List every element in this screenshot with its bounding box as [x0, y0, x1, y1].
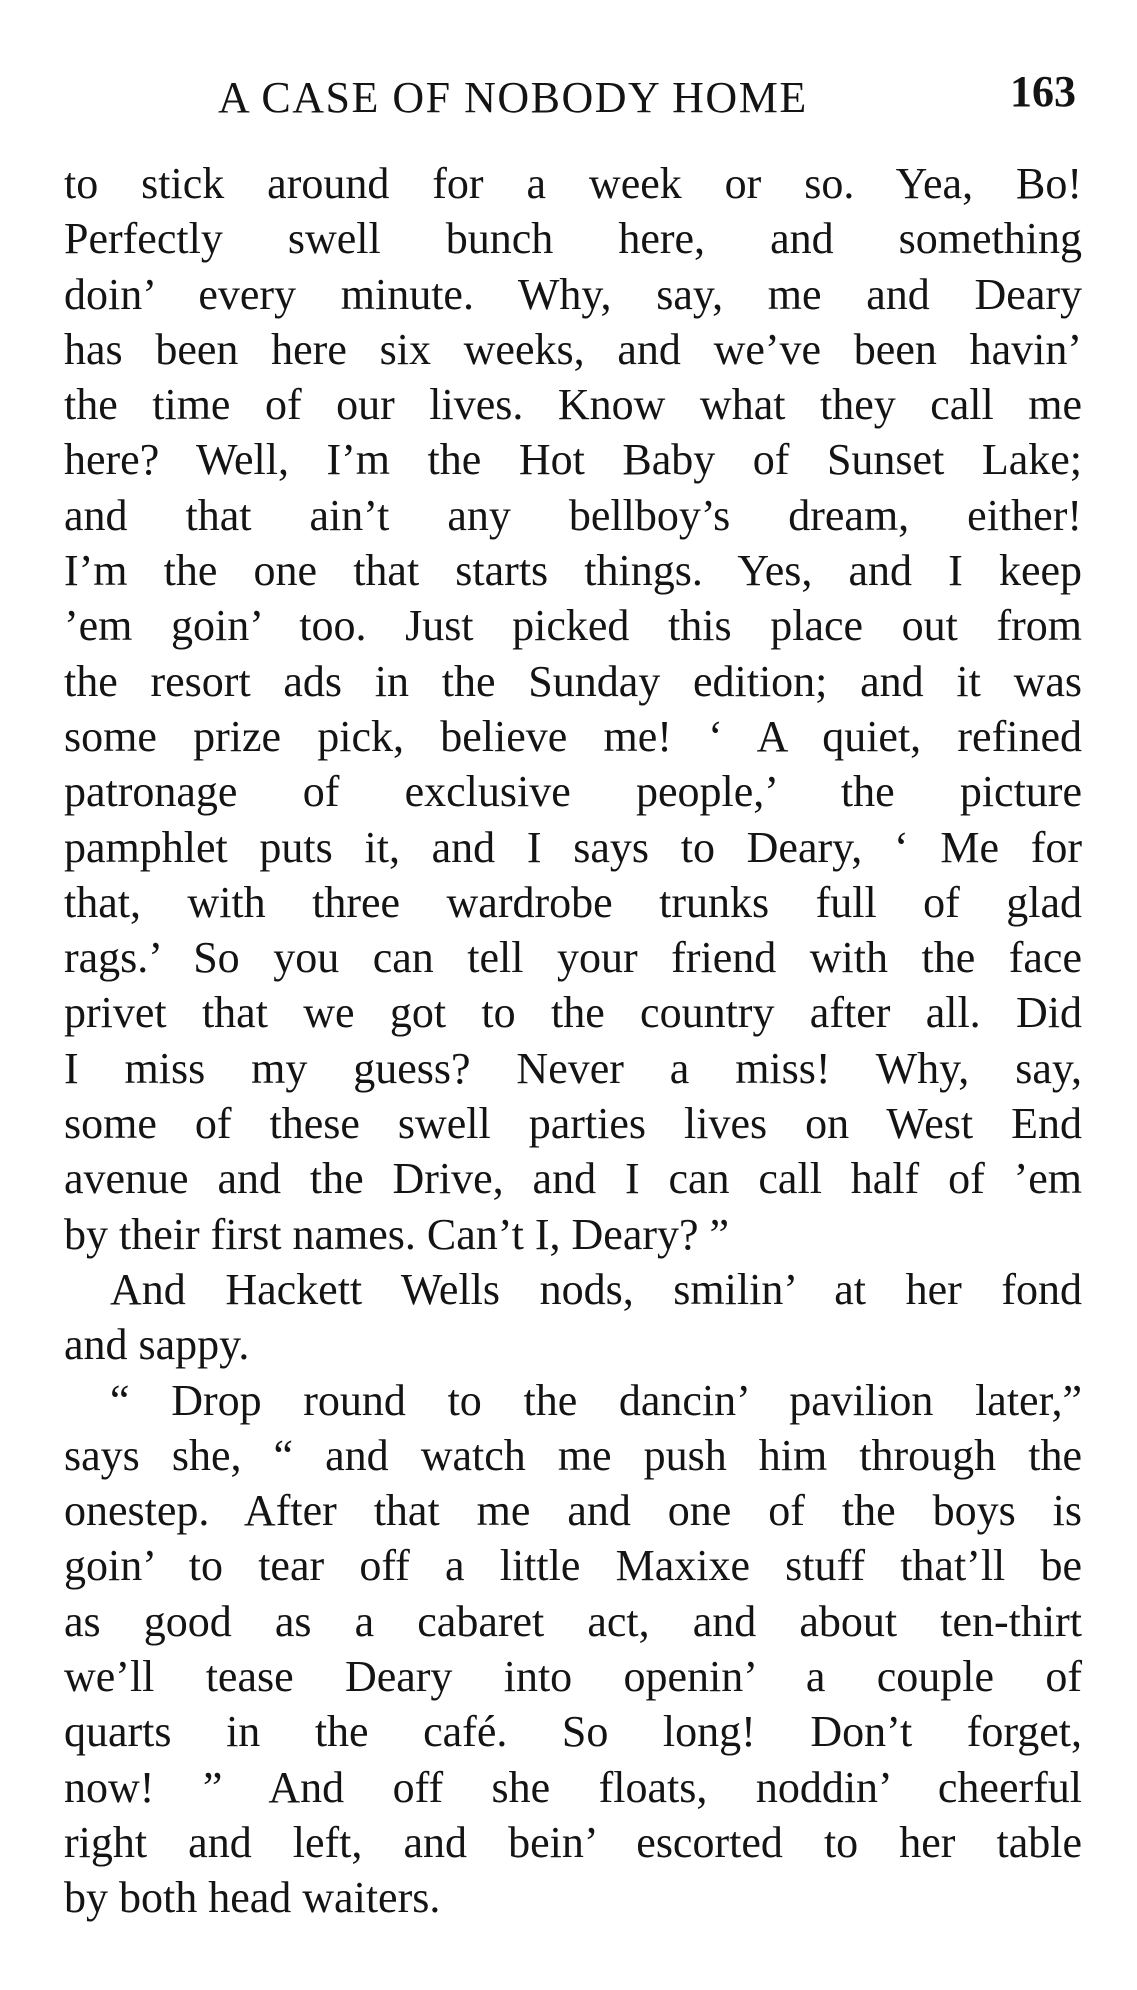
text-line: I miss my guess? Never a miss! Why, say,: [64, 1043, 1082, 1093]
body-text: [64, 156, 1082, 1926]
text-line: has been here six weeks, and we’ve been havin’: [64, 324, 1082, 374]
text-line: quarts in the café. So long! Don’t forget,: [64, 1707, 1082, 1757]
text-line: onestep. After that me and one of the boys is: [64, 1486, 1082, 1536]
text-line: some prize pick, believe me! ‘ A quiet, refined: [64, 711, 1082, 761]
text-line: says she, “ and watch me push him through the: [64, 1430, 1082, 1480]
page-number: 163: [1010, 67, 1076, 116]
text-line: by both head waiters.: [64, 1873, 441, 1923]
text-line: patronage of exclusive people,’ the picture: [64, 767, 1082, 817]
text-line: here? Well, I’m the Hot Baby of Sunset Lake;: [64, 435, 1082, 485]
text-line: rags.’ So you can tell your friend with the face: [64, 933, 1082, 983]
text-line: avenue and the Drive, and I can call half of ’em: [64, 1154, 1082, 1204]
paragraph-first-line: And Hackett Wells nods, smilin’ at her fond: [110, 1264, 1082, 1314]
text-line: and sappy.: [64, 1320, 250, 1370]
text-line: right and left, and bein’ escorted to her table: [64, 1817, 1082, 1867]
text-line: doin’ every minute. Why, say, me and Deary: [64, 269, 1082, 319]
text-line: the time of our lives. Know what they call me: [64, 380, 1082, 430]
text-line: some of these swell parties lives on West End: [64, 1099, 1082, 1149]
text-line: by their first names. Can’t I, Deary? ”: [64, 1209, 730, 1259]
text-line: Perfectly swell bunch here, and something: [64, 214, 1082, 264]
text-line: to stick around for a week or so. Yea, Bo!: [64, 159, 1082, 208]
paragraph-first-line: “ Drop round to the dancin’ pavilion later,”: [110, 1375, 1082, 1425]
text-line: the resort ads in the Sunday edition; and it was: [64, 656, 1082, 706]
text-line: ’em goin’ too. Just picked this place out from: [64, 601, 1082, 651]
text-line: and that ain’t any bellboy’s dream, either!: [64, 490, 1082, 540]
running-head: [0, 67, 1137, 132]
running-title: A CASE OF NOBODY HOME: [218, 73, 808, 122]
text-line: we’ll tease Deary into openin’ a couple of: [64, 1652, 1082, 1702]
text-line: that, with three wardrobe trunks full of glad: [64, 877, 1082, 927]
text-line: I’m the one that starts things. Yes, and I keep: [64, 546, 1082, 596]
text-line: pamphlet puts it, and I says to Deary, ‘ Me for: [64, 822, 1082, 872]
text-line: privet that we got to the country after all. Did: [64, 988, 1082, 1038]
text-line: now! ” And off she floats, noddin’ cheerful: [64, 1762, 1082, 1812]
text-line: as good as a cabaret act, and about ten-thirt: [64, 1596, 1082, 1646]
text-line: goin’ to tear off a little Maxixe stuff that’ll be: [64, 1541, 1082, 1591]
